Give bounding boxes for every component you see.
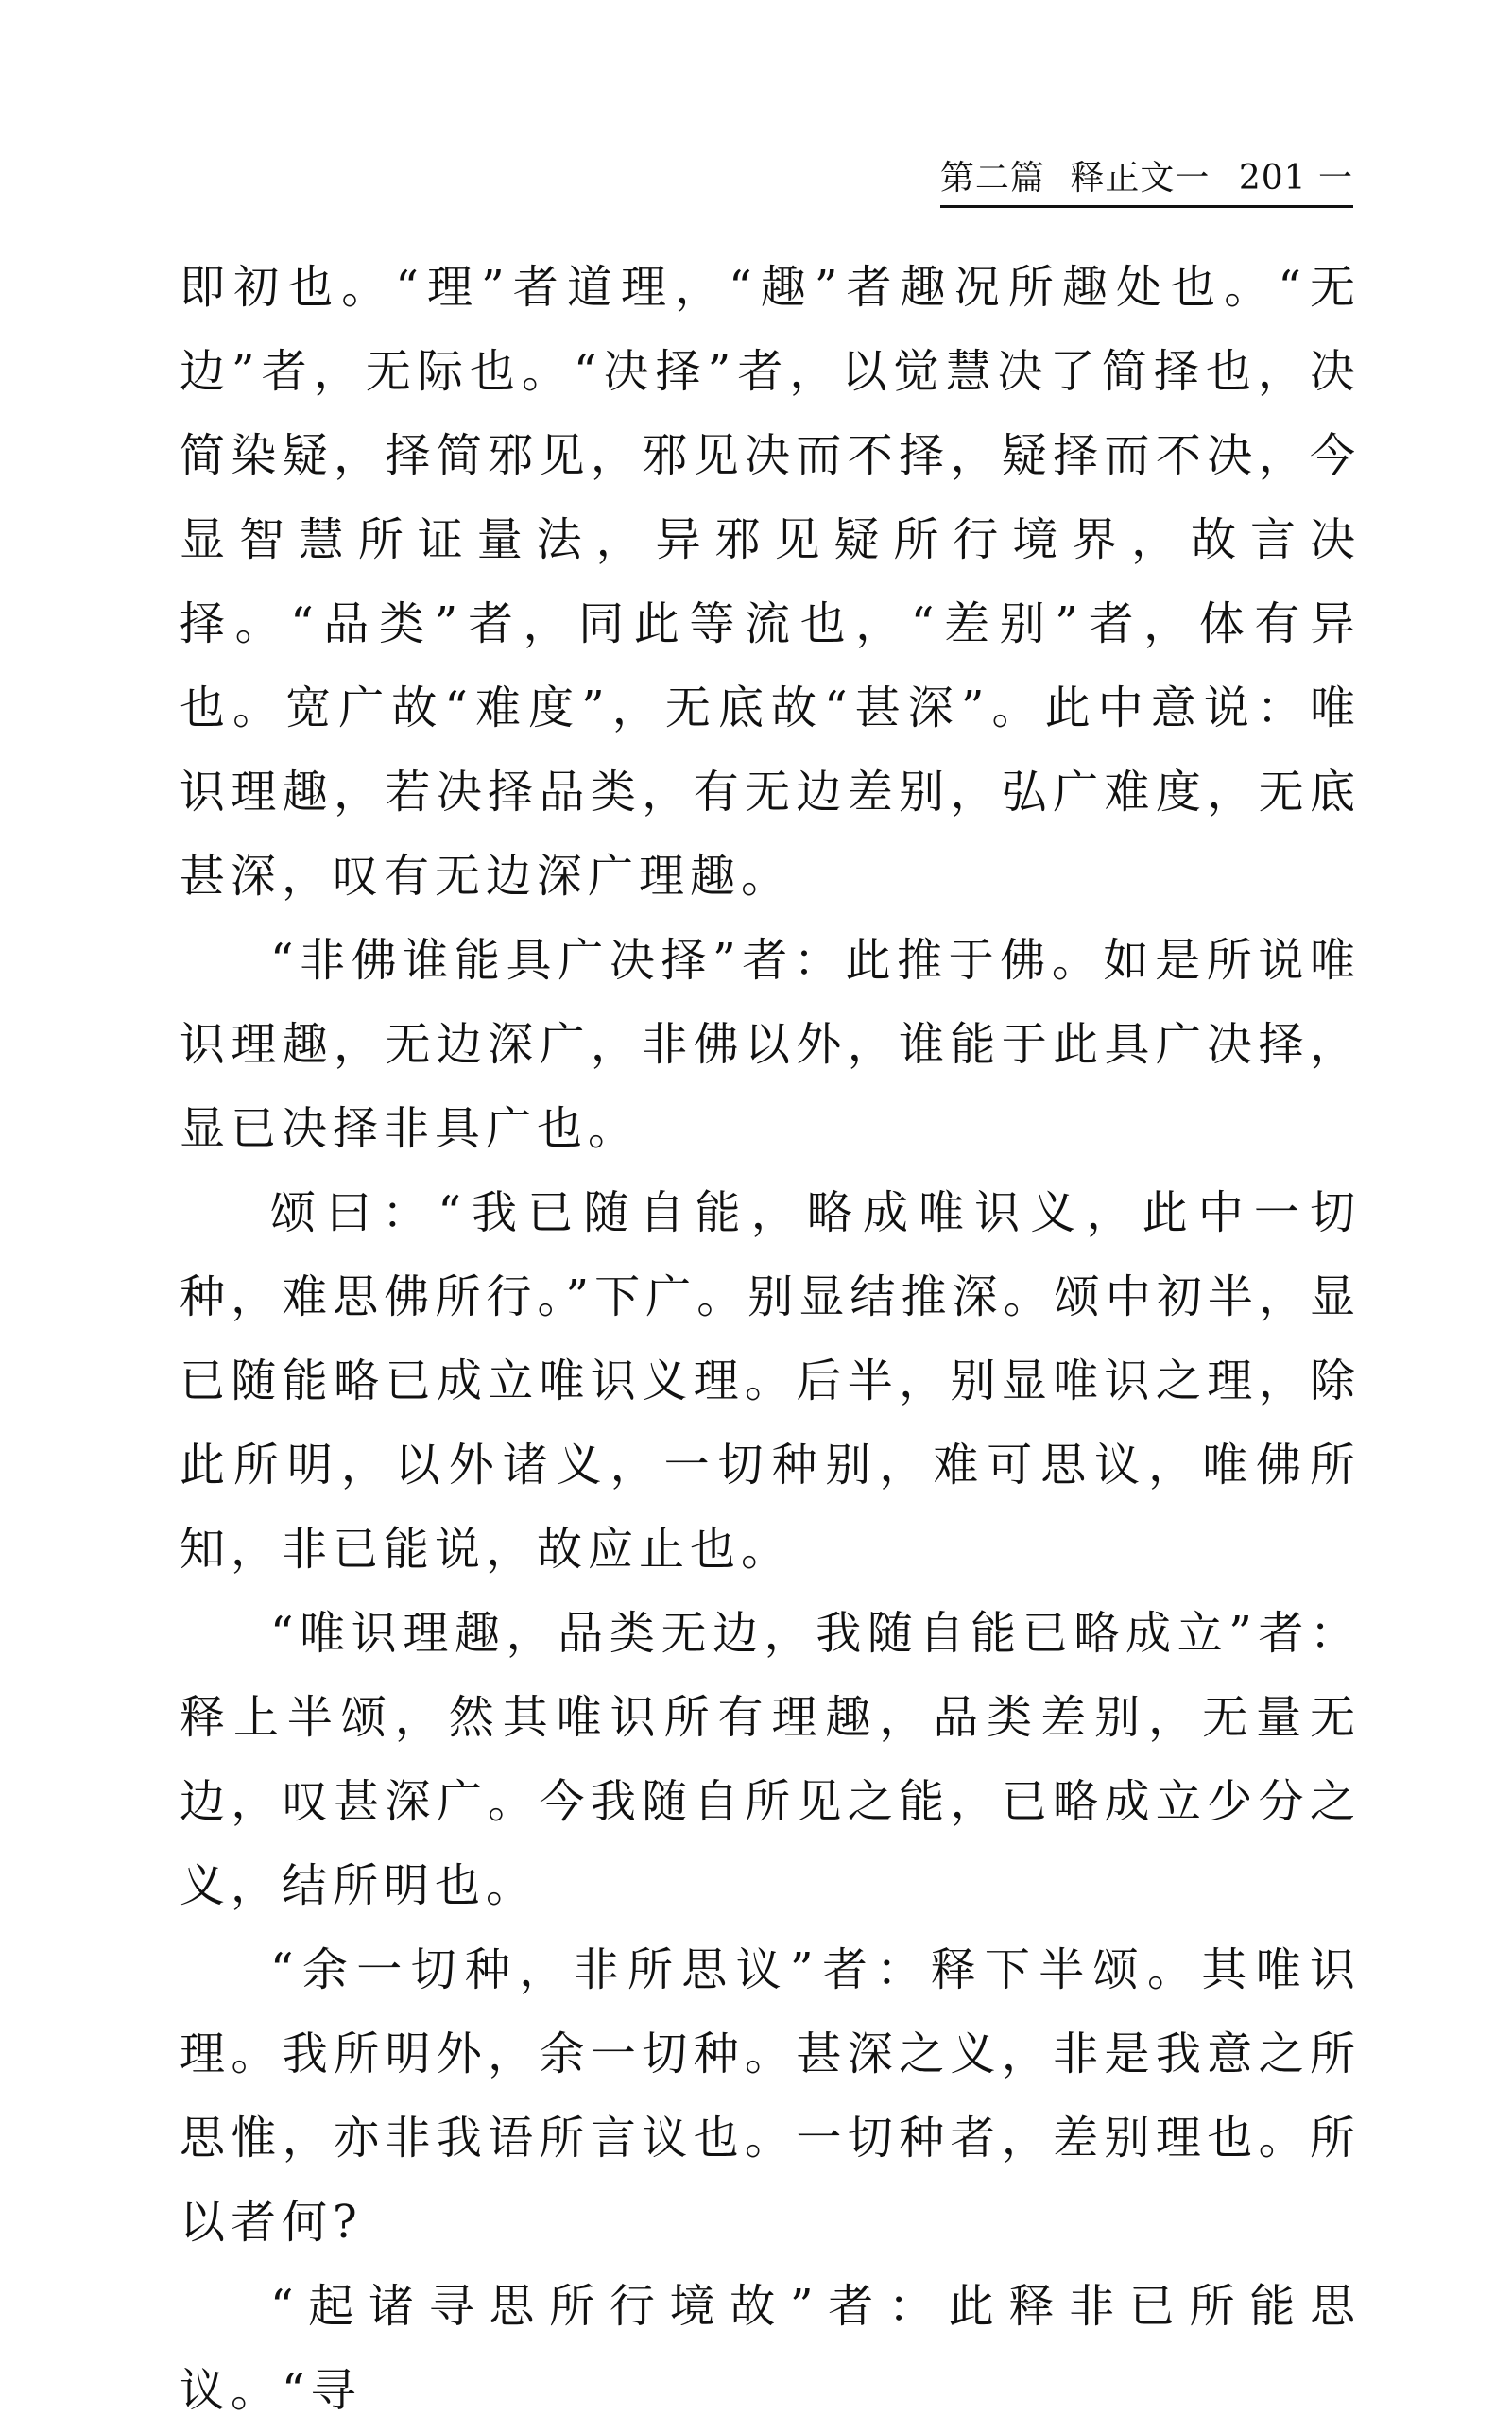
header-page-number: 201: [1238, 159, 1307, 198]
paragraph-3: 颂曰：“我已随自能，略成唯识义，此中一切种，难思佛所行。”下广。别显结推深。颂中初半，显已随能略已成立唯识义理。后半，别显唯识之理，除此所明，以外诸义，一切种别，难可思议，唯佛所知，非已能说，故应止也。: [180, 1186, 1361, 1576]
header-section-title: 释正文一: [1070, 159, 1211, 198]
header-dash: 一: [1317, 159, 1353, 198]
paragraph-4: “唯识理趣，品类无边，我随自能已略成立”者：释上半颂，然其唯识所有理趣，品类差别，无量无边，叹甚深广。今我随自所见之能，已略成立少分之义，结所明也。: [180, 1607, 1361, 1912]
paragraph-5: “余一切种，非所思议”者：释下半颂。其唯识理。我所明外，余一切种。甚深之义，非是我意之所思惟，亦非我语所言议也。一切种者，差别理也。所以者何?: [180, 1943, 1361, 2249]
body-text: [180, 246, 1361, 2433]
paragraph-6: “起诸寻思所行境故”者：此释非已所能思议。“寻: [180, 2280, 1361, 2417]
paragraph-1: 即初也。“理”者道理，“趣”者趣况所趣处也。“无边”者，无际也。“决择”者，以觉慧决了简择也，决简染疑，择简邪见，邪见决而不择，疑择而不决，今显智慧所证量法，异邪见疑所行境界，故言决择。“品类”者，同此等流也，“差别”者，体有异也。宽广故“难度”，无底故“甚深”。此中意说：唯识理趣，若决择品类，有无边差别，弘广难度，无底甚深，叹有无边深广理趣。: [180, 261, 1361, 903]
header-chapter: 第二篇: [939, 159, 1045, 198]
paragraph-2: “非佛谁能具广决择”者：此推于佛。如是所说唯识理趣，无边深广，非佛以外，谁能于此具广决择，显已决择非具广也。: [180, 934, 1361, 1155]
running-header: [940, 151, 1353, 208]
